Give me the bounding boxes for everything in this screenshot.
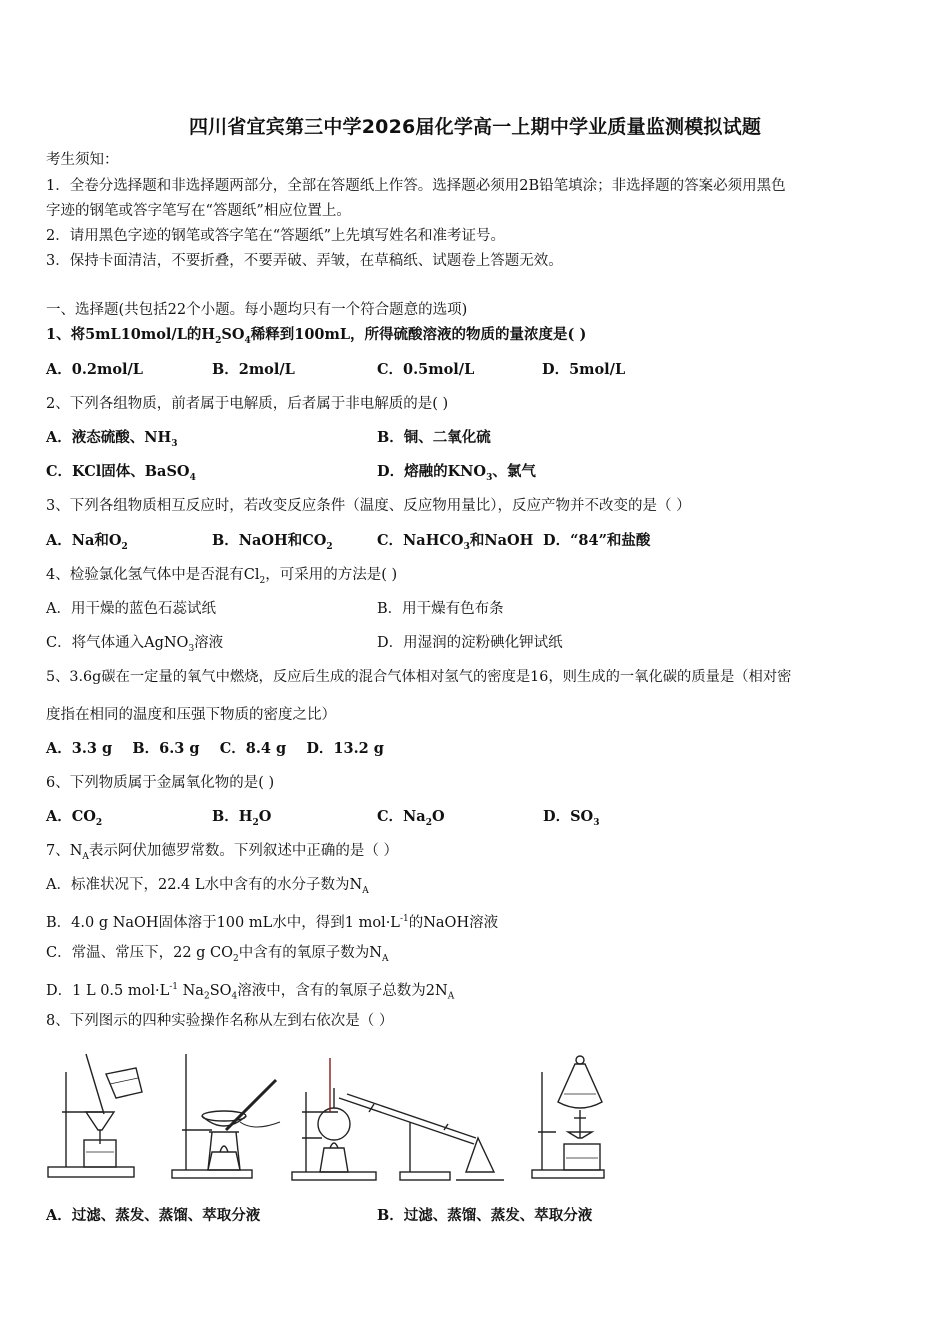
question-2-option-a[interactable]: A．液态硫酸、$NH_3$ <box>46 429 178 449</box>
notice-item-2: 2．请用黑色字迹的钢笔或答字笔在“答题纸”上先填写姓名和准考证号。 <box>46 228 506 244</box>
notice-item-3: 3．保持卡面清洁，不要折叠，不要弄破、弄皱，在草稿纸、试题卷上答题无效。 <box>46 253 563 269</box>
question-4-option-c[interactable]: C．将气体通入AgNO$_3$溶液 <box>46 635 224 654</box>
question-5-stem-cont: 度指在相同的温度和压强下物质的密度之比） <box>46 707 336 723</box>
question-1-stem: 1、将5mL10mol/L的$H_2SO_4$稀释到100mL，所得硫酸溶液的物质的量浓度是( ) <box>46 326 587 346</box>
question-4-stem: 4、检验氯化氢气体中是否混有$Cl_2$，可采用的方法是( ) <box>46 567 398 586</box>
question-7-option-d[interactable]: D．1 L 0.5 $mol\cdot L^{-1}$ $Na_2SO_4$溶液中，含有的氧原子总数为$2N_A$ <box>46 982 455 1002</box>
question-8-option-b[interactable]: B．过滤、蒸馏、蒸发、萃取分液 <box>377 1207 593 1224</box>
filtration-apparatus-icon <box>48 1054 142 1177</box>
distillation-apparatus-icon <box>292 1058 504 1180</box>
question-1-option-b[interactable]: B．2mol/L <box>212 361 295 378</box>
question-6-stem: 6、下列物质属于金属氧化物的是( ) <box>46 775 275 791</box>
page-title: 四川省宜宾第三中学2026届化学高一上期中学业质量监测模拟试题 <box>188 116 762 138</box>
question-8-stem: 8、下列图示的四种实验操作名称从左到右依次是（ ） <box>46 1013 394 1029</box>
question-4-option-a[interactable]: A．用干燥的蓝色石蕊试纸 <box>46 601 216 617</box>
question-7-option-a[interactable]: A．标准状况下，22.4 L水中含有的水分子数为$N_A$ <box>46 877 369 896</box>
question-2-option-b[interactable]: B．铜、二氧化硫 <box>377 429 491 446</box>
question-1-option-d[interactable]: D．5mol/L <box>542 361 626 378</box>
question-5-options[interactable]: A．3.3 g B．6.3 g C．8.4 g D．13.2 g <box>46 740 384 757</box>
question-2-stem: 2、下列各组物质，前者属于电解质，后者属于非电解质的是( ) <box>46 396 449 412</box>
notice-item-1-cont: 字迹的钢笔或答字笔写在“答题纸”相应位置上。 <box>46 203 351 219</box>
question-6-option-b[interactable]: B．$H_2O$ <box>212 808 272 828</box>
question-2-option-c[interactable]: C．KCl固体、BaSO$_4$ <box>46 463 196 483</box>
question-6-option-c[interactable]: C．$Na_2O$ <box>377 808 445 828</box>
question-3-option-d[interactable]: D．“84”和盐酸 <box>543 532 651 549</box>
question-2-option-d[interactable]: D．熔融的$KNO_3$、氯气 <box>377 463 536 483</box>
question-5-stem: 5、3.6g碳在一定量的氧气中燃烧，反应后生成的混合气体相对氢气的密度是16，则生成的一氧化碳的质量是（相对密 <box>46 669 792 685</box>
question-4-option-d[interactable]: D．用湿润的淀粉碘化钾试纸 <box>377 635 563 651</box>
lab-apparatus-figure <box>44 1052 614 1184</box>
question-3-option-c[interactable]: C．NaHCO$_3$和NaOH <box>377 532 534 552</box>
separatory-funnel-apparatus-icon <box>532 1056 604 1178</box>
evaporation-apparatus-icon <box>172 1054 280 1178</box>
notice-heading: 考生须知： <box>46 152 119 168</box>
question-4-option-b[interactable]: B．用干燥有色布条 <box>377 601 504 617</box>
question-1-option-a[interactable]: A．0.2mol/L <box>46 361 143 378</box>
question-1-option-c[interactable]: C．0.5mol/L <box>377 361 475 378</box>
question-6-option-a[interactable]: A．$CO_2$ <box>46 808 103 828</box>
question-7-option-b[interactable]: B．4.0 g NaOH固体溶于100 mL水中，得到1 $mol\cdot L^{-1}$的NaOH溶液 <box>46 914 499 931</box>
question-3-option-a[interactable]: A．Na和$O_2$ <box>46 532 128 552</box>
question-8-option-a[interactable]: A．过滤、蒸发、蒸馏、萃取分液 <box>46 1207 261 1224</box>
question-7-option-c[interactable]: C．常温、常压下，22 g $CO_2$中含有的氧原子数为$N_A$ <box>46 945 389 964</box>
question-3-stem: 3、下列各组物质相互反应时，若改变反应条件（温度、反应物用量比），反应产物并不改变的是（ ） <box>46 498 691 514</box>
section-heading: 一、选择题(共包括22个小题。每小题均只有一个符合题意的选项) <box>46 302 468 318</box>
question-6-option-d[interactable]: D．$SO_3$ <box>543 808 600 828</box>
question-3-option-b[interactable]: B．NaOH和$CO_2$ <box>212 532 333 552</box>
question-7-stem: 7、$N_A$表示阿伏加德罗常数。下列叙述中正确的是（ ） <box>46 843 399 862</box>
notice-item-1: 1．全卷分选择题和非选择题两部分，全部在答题纸上作答。选择题必须用2B铅笔填涂；非选择题的答案必须用黑色 <box>46 178 786 194</box>
